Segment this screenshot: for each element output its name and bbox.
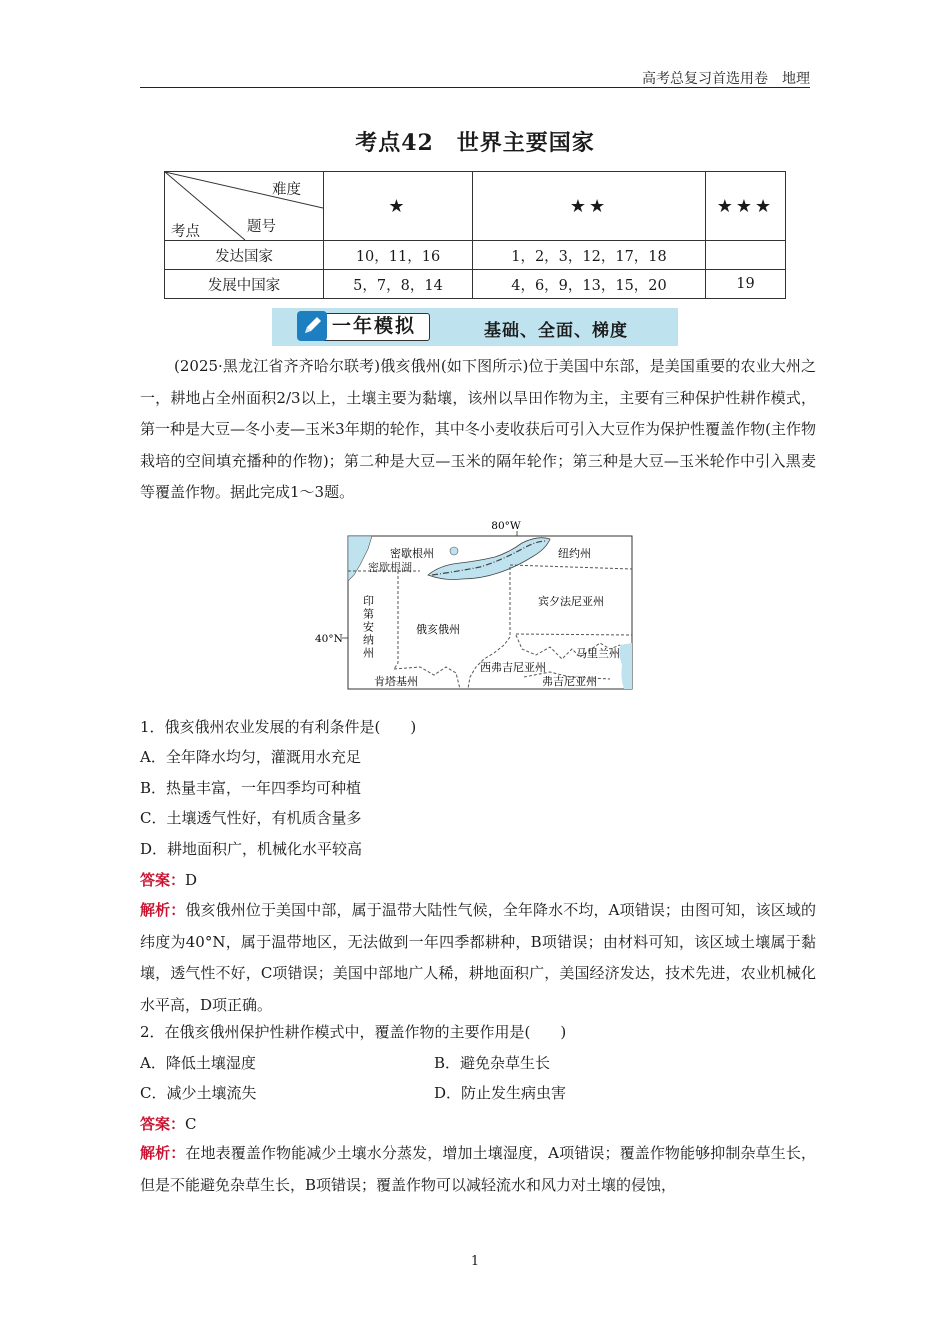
level-header-2: ★★ <box>473 172 706 241</box>
difficulty-table <box>164 171 786 299</box>
pencil-icon <box>296 310 328 342</box>
q2-option-b: B．避免杂草生长 <box>434 1054 551 1072</box>
table-row <box>165 241 786 270</box>
q1-option-a: A．全年降水均匀，灌溉用水充足 <box>140 748 361 766</box>
section-subtitle: 基础、全面、梯度 <box>484 321 628 341</box>
q1-answer: 答案：D <box>140 871 198 889</box>
page-title: 考点42 世界主要国家 <box>355 130 595 156</box>
q2-answer: 答案：C <box>140 1115 197 1133</box>
section-tag: 一年模拟 <box>304 313 430 341</box>
label-pennsylvania: 宾夕法尼亚州 <box>538 595 604 608</box>
q1-stem: 1．俄亥俄州农业发展的有利条件是( ) <box>140 718 417 736</box>
intro-paragraph: (2025·黑龙江省齐齐哈尔联考)俄亥俄州(如下图所示)位于美国中东部，是美国重要的农业大州之一，耕地占全州面积2/3以上，土壤主要为黏壤，该州以旱田作物为主，主要有三种保护性耕作模式，第一种是大豆—冬小麦—玉米3年期的轮作，其中冬小麦收获后可引入大豆作为保护性覆盖作物(主作物栽培的空间填充播种的作物)；第二种是大豆—玉米的隔年轮作；第三种是大豆—玉米轮作中引入黑麦等覆盖作物。据此完成1～3题。 <box>140 357 816 501</box>
running-header: 高考总复习首选用卷 地理 <box>642 71 810 87</box>
q1-option-d: D．耕地面积广，机械化水平较高 <box>140 840 363 858</box>
q2-analysis: 解析：在地表覆盖作物能减少土壤水分蒸发，增加土壤湿度，A项错误；覆盖作物能够抑制杂草生长，但是不能避免杂草生长，B项错误；覆盖作物可以减轻流水和风力对土壤的侵蚀， <box>140 1144 816 1194</box>
row-label: 发达国家 <box>165 241 324 270</box>
table-cell: 5，7，8，14 <box>324 270 473 299</box>
label-maryland: 马里兰州 <box>576 647 620 660</box>
header-rule <box>140 87 810 88</box>
label-virginia: 弗吉尼亚州 <box>542 675 597 688</box>
section-banner <box>272 308 678 346</box>
q1-option-b: B．热量丰富，一年四季均可种植 <box>140 779 362 797</box>
table-cell: 10，11，16 <box>324 241 473 270</box>
label-west-virginia: 西弗吉尼亚州 <box>480 661 546 674</box>
table-cell: 4，6，9，13，15，20 <box>473 270 706 299</box>
corner-label-difficulty: 难度 <box>272 182 301 198</box>
label-ohio: 俄亥俄州 <box>416 623 460 636</box>
table-corner-cell <box>165 172 324 241</box>
table-cell <box>706 241 786 270</box>
q1-option-c: C．土壤透气性好，有机质含量多 <box>140 809 362 827</box>
label-indiana: 印第安纳州 <box>361 595 375 660</box>
label-michigan-lake: 密歇根湖 <box>368 561 412 574</box>
level-header-1: ★ <box>324 172 473 241</box>
lon-label: 80°W <box>491 520 521 532</box>
lat-label: 40°N <box>315 633 343 645</box>
row-label: 发展中国家 <box>165 270 324 299</box>
table-row <box>165 270 786 299</box>
label-new-york: 纽约州 <box>558 547 591 560</box>
level-header-3: ★★★ <box>706 172 786 241</box>
page-number: 1 <box>470 1254 480 1269</box>
corner-label-topic: 考点 <box>171 224 200 240</box>
ohio-map <box>310 517 640 692</box>
label-michigan-state: 密歇根州 <box>390 547 434 560</box>
label-kentucky: 肯塔基州 <box>374 675 418 688</box>
corner-label-question: 题号 <box>247 219 276 235</box>
q2-option-d: D．防止发生病虫害 <box>434 1084 567 1102</box>
q2-option-c: C．减少土壤流失 <box>140 1084 257 1102</box>
q2-option-a: A．降低土壤湿度 <box>140 1054 256 1072</box>
q1-analysis: 解析：俄亥俄州位于美国中部，属于温带大陆性气候，全年降水不均，A项错误；由图可知，该区域的纬度为40°N，属于温带地区，无法做到一年四季都耕种，B项错误；由材料可知，该区域土壤属于黏壤，透气性不好，C项错误；美国中部地广人稀，耕地面积广，美国经济发达，技术先进，农业机械化水平高，D项正确。 <box>140 901 816 1014</box>
q2-stem: 2．在俄亥俄州保护性耕作模式中，覆盖作物的主要作用是( ) <box>140 1023 567 1041</box>
table-cell: 19 <box>706 270 786 299</box>
table-cell: 1，2，3，12，17，18 <box>473 241 706 270</box>
